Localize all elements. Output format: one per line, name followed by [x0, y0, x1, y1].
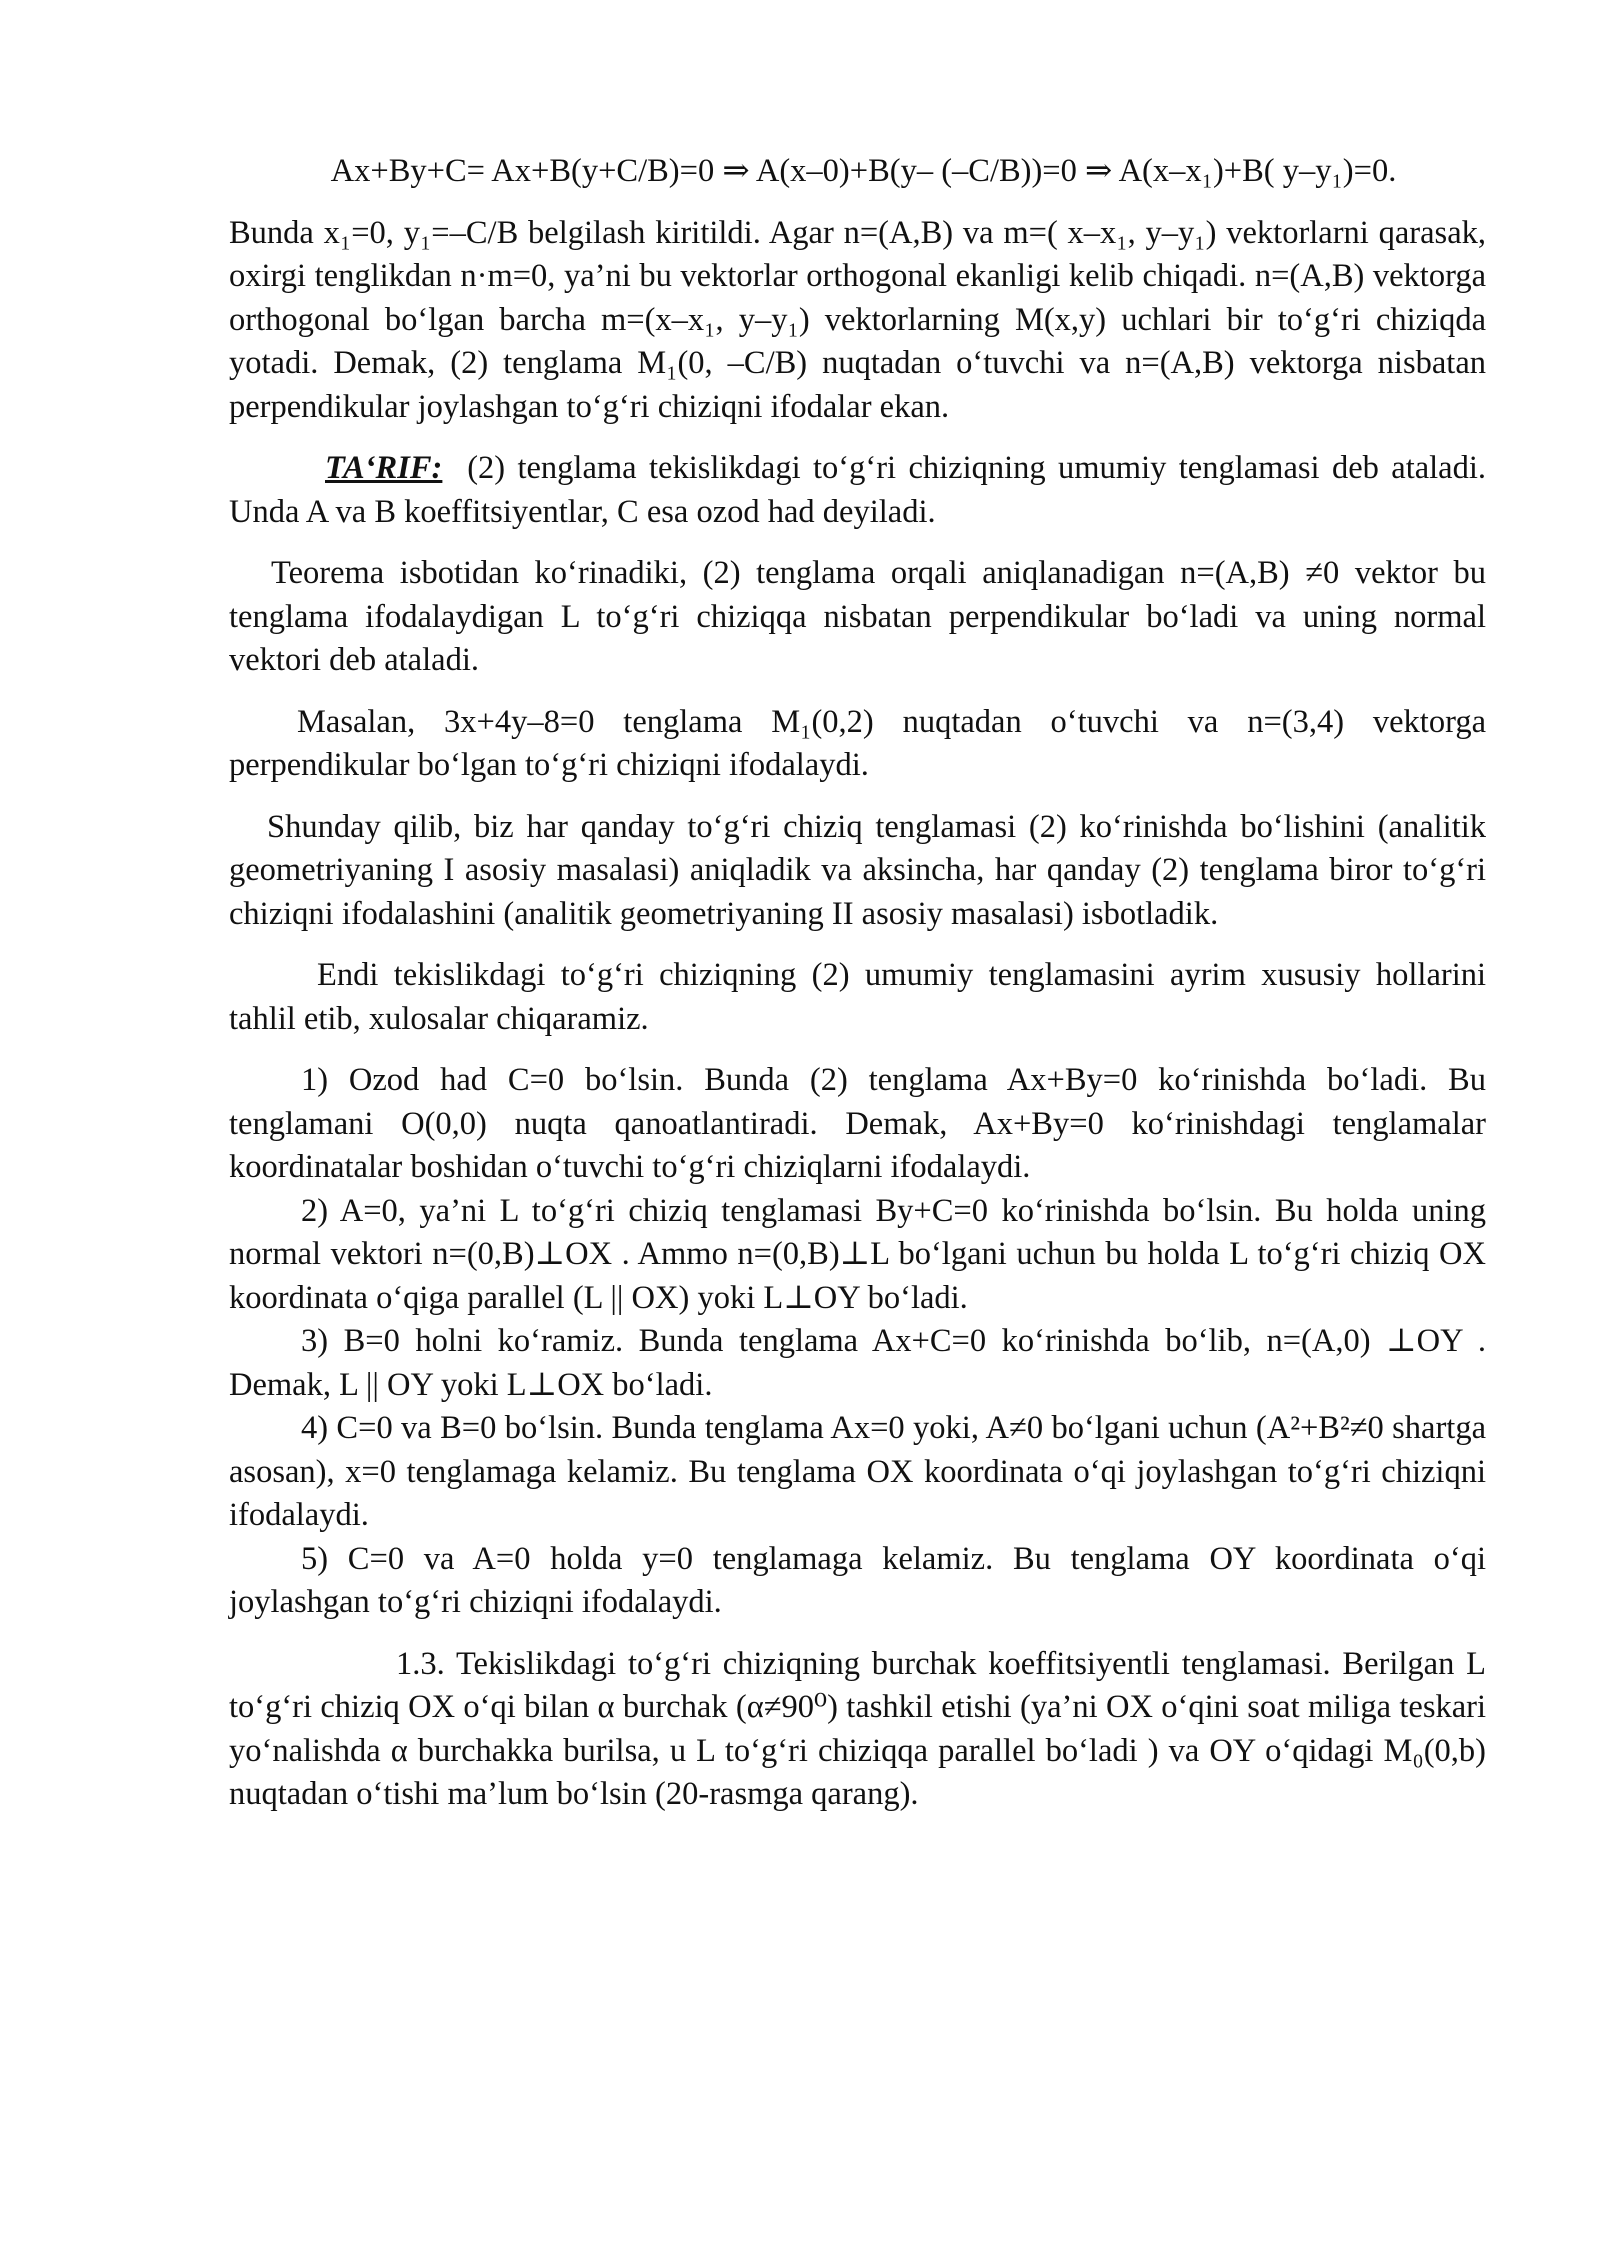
case-item-1: 1) Ozod had C=0 bo‘lsin. Bunda (2) tenglama Ax+By=0 ko‘rinishda bo‘ladi. Bu tenglamani O(0,0) nuqta qanoatlantiradi. Demak, Ax+By=0 ko‘rinishdagi tenglamalar koordinatalar boshidan o‘tuvchi to‘g‘ri chiziqlarni ifodalaydi.: [229, 1062, 1486, 1185]
paragraph-endi: Endi tekislikdagi to‘g‘ri chiziqning (2) umumiy tenglamasini ayrim xususiy hollarini tahlil etib, xulosalar chiqaramiz.: [229, 957, 1486, 1037]
document-page: [229, 150, 1486, 1817]
section-1-3-paragraph: 1.3. Tekislikdagi to‘g‘ri chiziqning burchak koeffitsiyentli tenglamasi. Berilgan L to‘g‘ri chiziq OX o‘qi bilan α burchak (α≠90⁰) tashkil etishi (ya’ni OX o‘qini soat miliga teskari yo‘nalishda α burchakka burilsa, u L to‘g‘ri chiziqqa parallel bo‘ladi ) va OY o‘qidagi M₀(0,b) nuqtadan o‘tishi ma’lum bo‘lsin (20-rasmga qarang).: [229, 1645, 1486, 1812]
case-item-4: 4) C=0 va B=0 bo‘lsin. Bunda tenglama Ax=0 yoki, A≠0 bo‘lgani uchun (A²+B²≠0 shartga asosan), x=0 tenglamaga kelamiz. Bu tenglama OX koordinata o‘qi joylashgan to‘g‘ri chiziqni ifodalaydi.: [229, 1410, 1486, 1533]
paragraph-bunda: Bunda x₁=0, y₁=–C/B belgilash kiritildi. Agar n=(A,B) va m=( x–x₁, y–y₁) vektorlarni qarasak, oxirgi tenglikdan n·m=0, ya’ni bu vektorlar orthogonal ekanligi kelib chiqadi. n=(A,B) vektorga orthogonal bo‘lgan barcha m=(x–x₁, y–y₁) vektorlarning M(x,y) uchlari bir to‘g‘ri chiziqda yotadi. Demak, (2) tenglama M₁(0, –C/B) nuqtadan o‘tuvchi va n=(A,B) vektorga nisbatan perpendikular joylashgan to‘g‘ri chiziqni ifodalar ekan.: [229, 214, 1486, 425]
case-item-2: 2) A=0, ya’ni L to‘g‘ri chiziq tenglamasi By+C=0 ko‘rinishda bo‘lsin. Bu holda uning normal vektori n=(0,B)⊥OX . Ammo n=(0,B)⊥L bo‘lgani uchun bu holda L to‘g‘ri chiziq OX koordinata o‘qiga parallel (L || OX) yoki L⊥OY bo‘ladi.: [229, 1192, 1486, 1316]
paragraph-teorema: Teorema isbotidan ko‘rinadiki, (2) tenglama orqali aniqlanadigan n=(A,B) ≠0 vektor bu tenglama ifodalaydigan L to‘g‘ri chiziqqa nisbatan perpendikular bo‘ladi va uning normal vektori deb ataladi.: [229, 555, 1486, 678]
case-item-3: 3) B=0 holni ko‘ramiz. Bunda tenglama Ax+C=0 ko‘rinishda bo‘lib, n=(A,0) ⊥OY . Demak, L || OY yoki L⊥OX bo‘ladi.: [229, 1323, 1486, 1403]
tarif-text: (2) tenglama tekislikdagi to‘g‘ri chiziqning umumiy tenglamasi deb ataladi. Unda A va B koeffitsiyentlar, C esa ozod had deyiladi.: [229, 450, 1487, 530]
case-item-5: 5) C=0 va A=0 holda y=0 tenglamaga kelamiz. Bu tenglama OY koordinata o‘qi joylashgan to‘g‘ri chiziqni ifodalaydi.: [229, 1540, 1486, 1620]
definition-paragraph: [229, 447, 1486, 534]
equation-line: Ax+By+C= Ax+B(y+C/B)=0 ⇒ A(x–0)+B(y– (–C/B))=0 ⇒ A(x–x₁)+B( y–y₁)=0.: [330, 153, 1397, 189]
paragraph-masalan: Masalan, 3x+4y–8=0 tenglama M₁(0,2) nuqtadan o‘tuvchi va n=(3,4) vektorga perpendikular bo‘lgan to‘g‘ri chiziqni ifodalaydi.: [229, 703, 1486, 783]
tarif-label: TA‘RIF:: [325, 450, 443, 486]
paragraph-shunday: Shunday qilib, biz har qanday to‘g‘ri chiziq tenglamasi (2) ko‘rinishda bo‘lishini (analitik geometriyaning I asosiy masalasi) aniqladik va aksincha, har qanday (2) tenglama biror to‘g‘ri chiziqni ifodalashini (analitik geometriyaning II asosiy masalasi) isbotladik.: [229, 808, 1486, 932]
